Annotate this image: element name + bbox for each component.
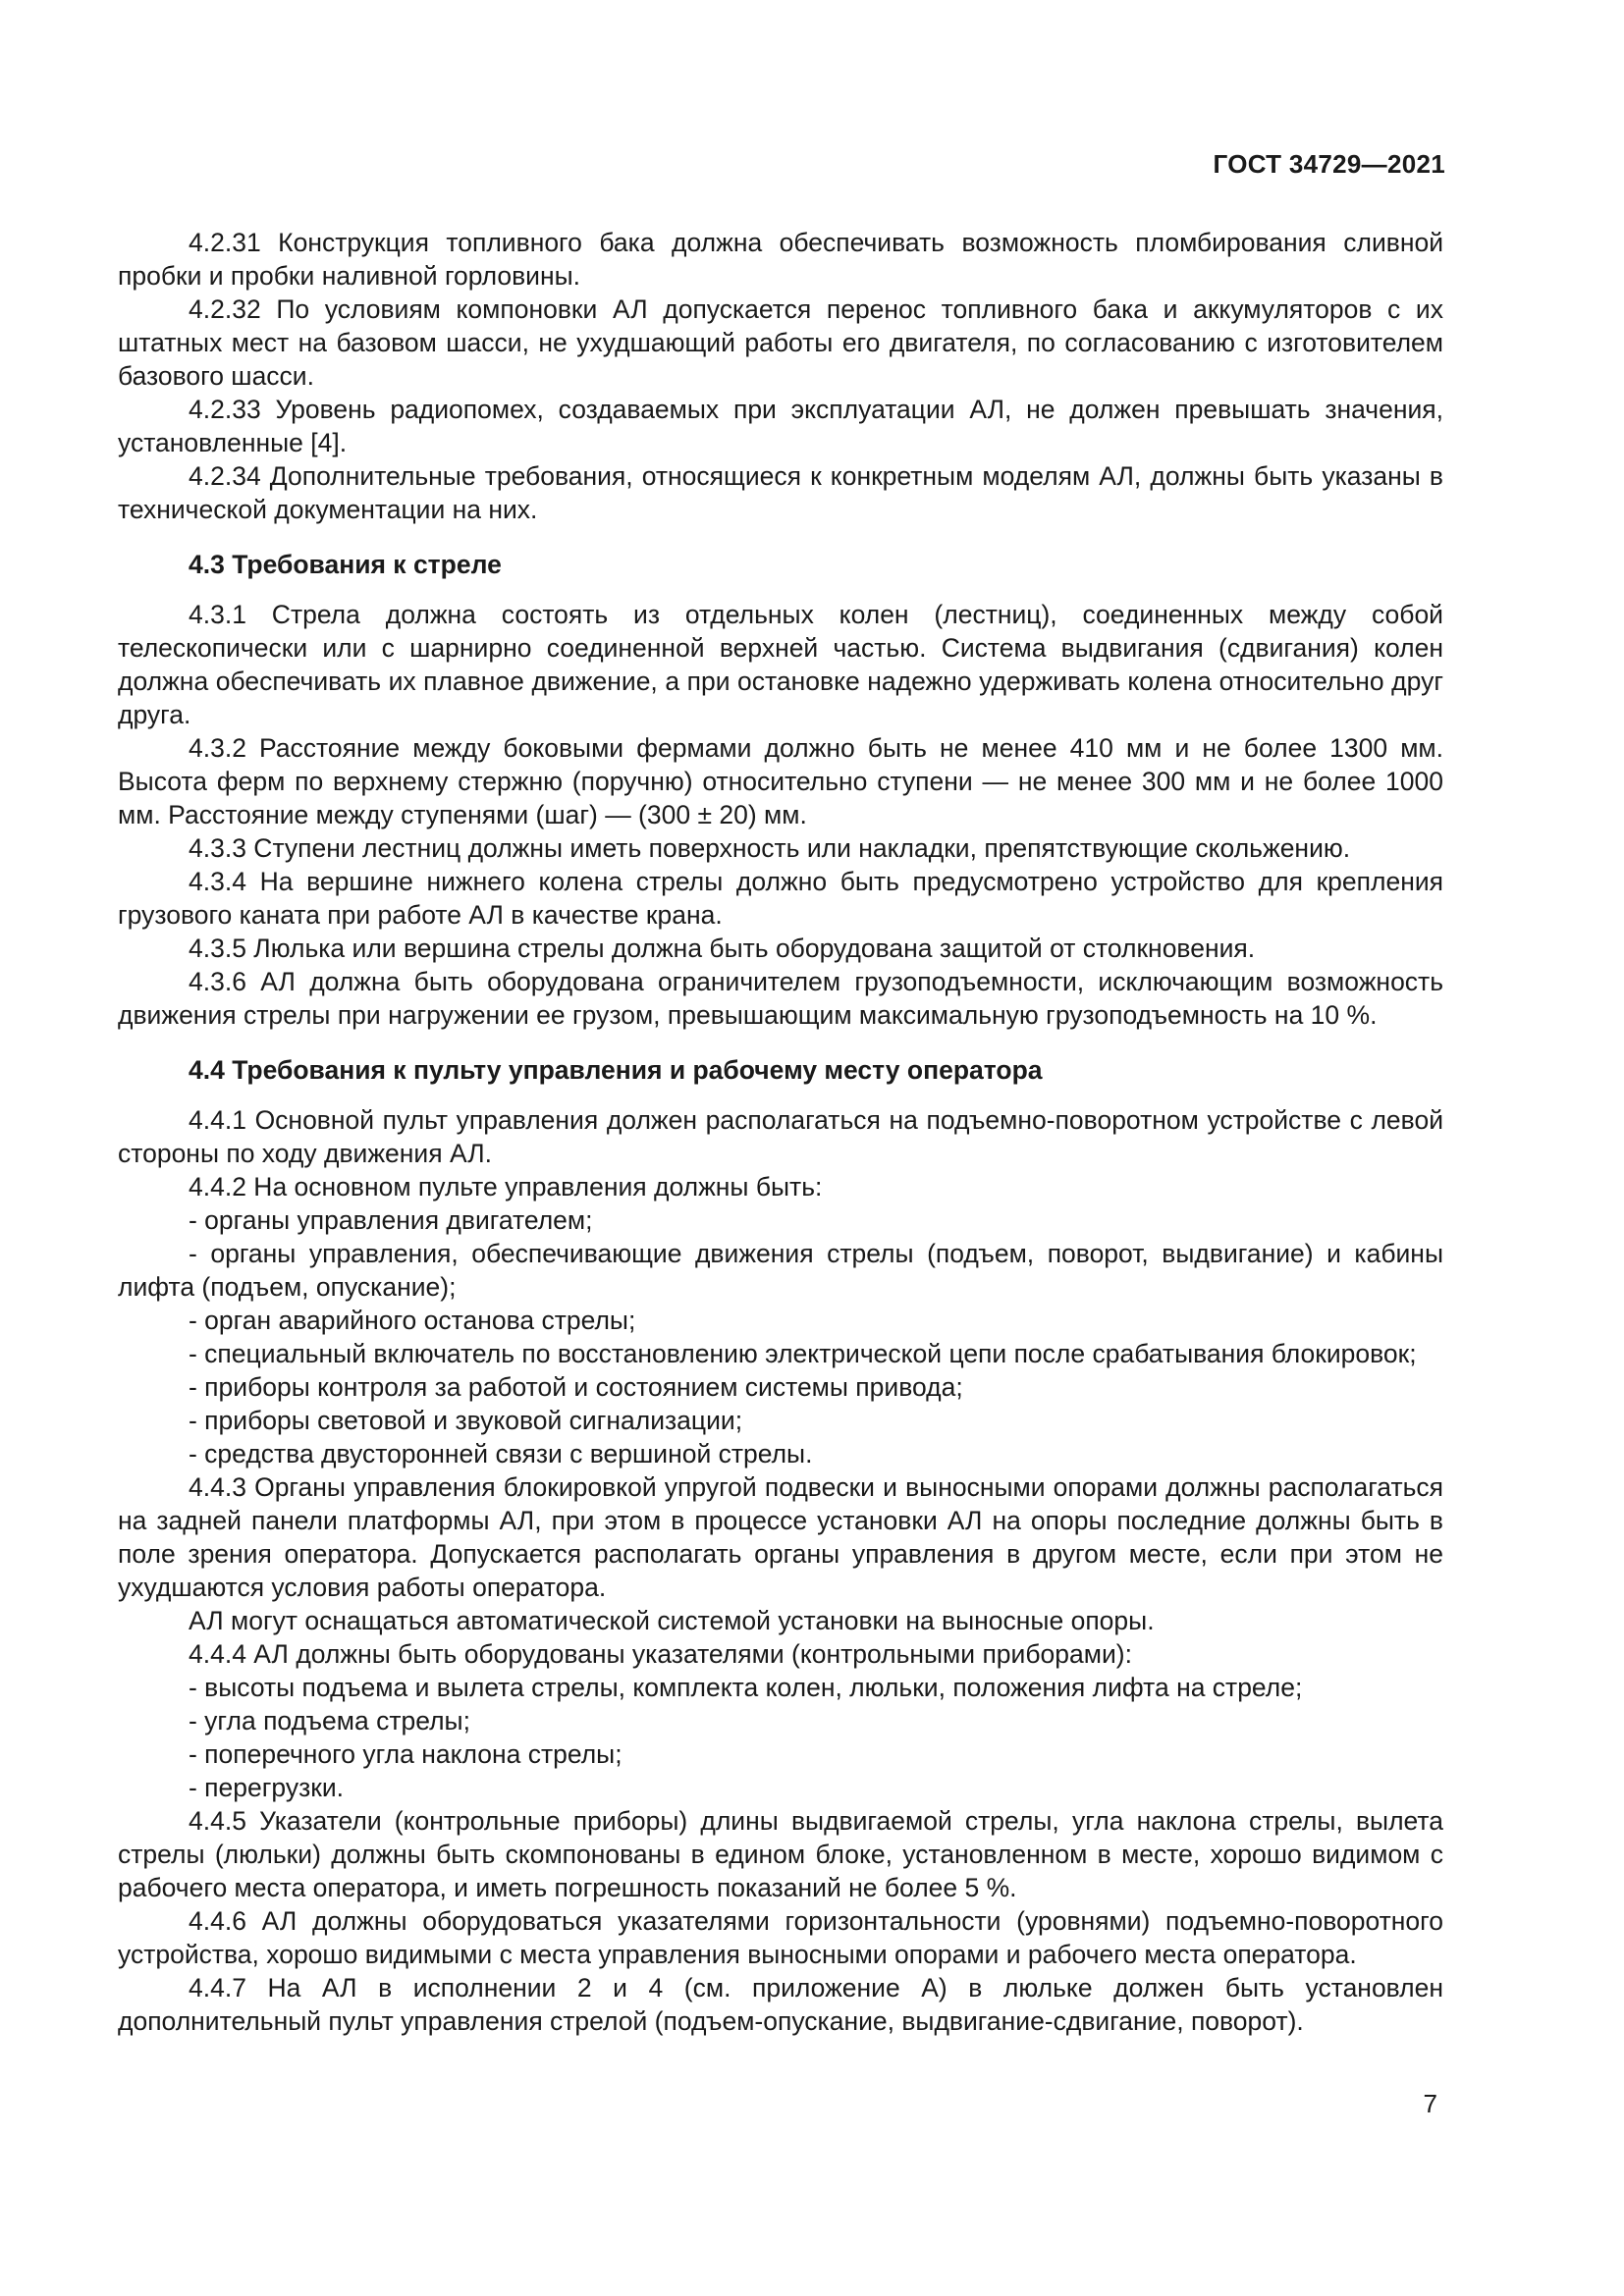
paragraph-4-4-7: 4.4.7 На АЛ в исполнении 2 и 4 (см. приложение А) в люльке должен быть установлен дополнительный пульт управления стрелой (подъем-опускание, выдвигание-сдвигание, поворот). [118, 1973, 1443, 2036]
paragraph-4-4-4: 4.4.4 АЛ должны быть оборудованы указателями (контрольными приборами): [189, 1639, 1132, 1669]
paragraph-4-3-4: 4.3.4 На вершине нижнего колена стрелы должно быть предусмотрено устройство для крепления грузового каната при работе АЛ в качестве крана. [118, 867, 1443, 930]
list-item: - угла подъема стрелы; [189, 1706, 470, 1735]
list-item: - приборы световой и звуковой сигнализации; [189, 1406, 743, 1435]
paragraph-4-3-5: 4.3.5 Люлька или вершина стрелы должна быть оборудована защитой от столкновения. [189, 934, 1256, 963]
paragraph-4-4-1: 4.4.1 Основной пульт управления должен располагаться на подъемно-поворотном устройстве с левой стороны по ходу движения АЛ. [118, 1105, 1443, 1168]
paragraph-4-2-33: 4.2.33 Уровень радиопомех, создаваемых при эксплуатации АЛ, не должен превышать значения, установленные [4]. [118, 395, 1443, 457]
page-number: 7 [1423, 2089, 1437, 2118]
list-item: - органы управления двигателем; [189, 1205, 593, 1235]
list-item: - специальный включатель по восстановлению электрической цепи после срабатывания блокировок; [189, 1339, 1417, 1368]
section-heading-4-3: 4.3 Требования к стреле [189, 550, 502, 579]
paragraph-4-3-2: 4.3.2 Расстояние между боковыми фермами должно быть не менее 410 мм и не более 1300 мм. Высота ферм по верхнему стержню (поручню) относительно ступени — не менее 300 мм и не более 1000 мм. Расстояние между ступенями (шаг) — (300 ± 20) мм. [118, 733, 1443, 829]
section-heading-4-4: 4.4 Требования к пульту управления и рабочему месту оператора [189, 1055, 1043, 1085]
paragraph-4-2-32: 4.2.32 По условиям компоновки АЛ допускается перенос топливного бака и аккумуляторов с их штатных мест на базовом шасси, не ухудшающий работы его двигателя, по согласованию с изготовителем базового шасси. [118, 294, 1443, 391]
paragraph-4-3-6: 4.3.6 АЛ должна быть оборудована ограничителем грузоподъемности, исключающим возможность движения стрелы при нагружении ее грузом, превышающим максимальную грузоподъемность на 10 %. [118, 967, 1443, 1030]
page-content [118, 226, 1443, 2038]
paragraph-4-4-5: 4.4.5 Указатели (контрольные приборы) длины выдвигаемой стрелы, угла наклона стрелы, вылета стрелы (люльки) должны быть скомпонованы в едином блоке, установленном в месте, хорошо видимом с рабочего места оператора, и иметь погрешность показаний не более 5 %. [118, 1806, 1443, 1902]
list-item: - высоты подъема и вылета стрелы, комплекта колен, люльки, положения лифта на стреле; [189, 1673, 1303, 1702]
list-item: - перегрузки. [189, 1773, 345, 1802]
paragraph-4-4-3: 4.4.3 Органы управления блокировкой упругой подвески и выносными опорами должны располагаться на задней панели платформы АЛ, при этом в процессе установки АЛ на опоры последние должны быть в поле зрения оператора. Допускается располагать органы управления в другом месте, если при этом не ухудшаются условия работы оператора. [118, 1472, 1443, 1602]
paragraph-4-4-3-note: АЛ могут оснащаться автоматической системой установки на выносные опоры. [189, 1606, 1155, 1635]
list-item: - органы управления, обеспечивающие движения стрелы (подъем, поворот, выдвигание) и кабины лифта (подъем, опускание); [118, 1239, 1443, 1302]
list-item: - средства двусторонней связи с вершиной стрелы. [189, 1439, 813, 1468]
list-item: - приборы контроля за работой и состоянием системы привода; [189, 1372, 963, 1402]
paragraph-4-4-2: 4.4.2 На основном пульте управления должны быть: [189, 1172, 823, 1201]
paragraph-4-2-31: 4.2.31 Конструкция топливного бака должна обеспечивать возможность пломбирования сливной пробки и пробки наливной горловины. [118, 228, 1443, 291]
paragraph-4-2-34: 4.2.34 Дополнительные требования, относящиеся к конкретным моделям АЛ, должны быть указаны в технической документации на них. [118, 461, 1443, 524]
document-header-id: ГОСТ 34729—2021 [1213, 149, 1445, 179]
list-item: - поперечного угла наклона стрелы; [189, 1739, 623, 1769]
paragraph-4-4-6: 4.4.6 АЛ должны оборудоваться указателями горизонтальности (уровнями) подъемно-поворотного устройства, хорошо видимыми с места управления выносными опорами и рабочего места оператора. [118, 1906, 1443, 1969]
paragraph-4-3-3: 4.3.3 Ступени лестниц должны иметь поверхность или накладки, препятствующие скольжению. [189, 833, 1351, 863]
list-item: - орган аварийного останова стрелы; [189, 1306, 636, 1335]
paragraph-4-3-1: 4.3.1 Стрела должна состоять из отдельных колен (лестниц), соединенных между собой телескопически или с шарнирно соединенной верхней частью. Система выдвигания (сдвигания) колен должна обеспечивать их плавное движение, а при остановке надежно удерживать колена относительно друг друга. [118, 600, 1443, 729]
